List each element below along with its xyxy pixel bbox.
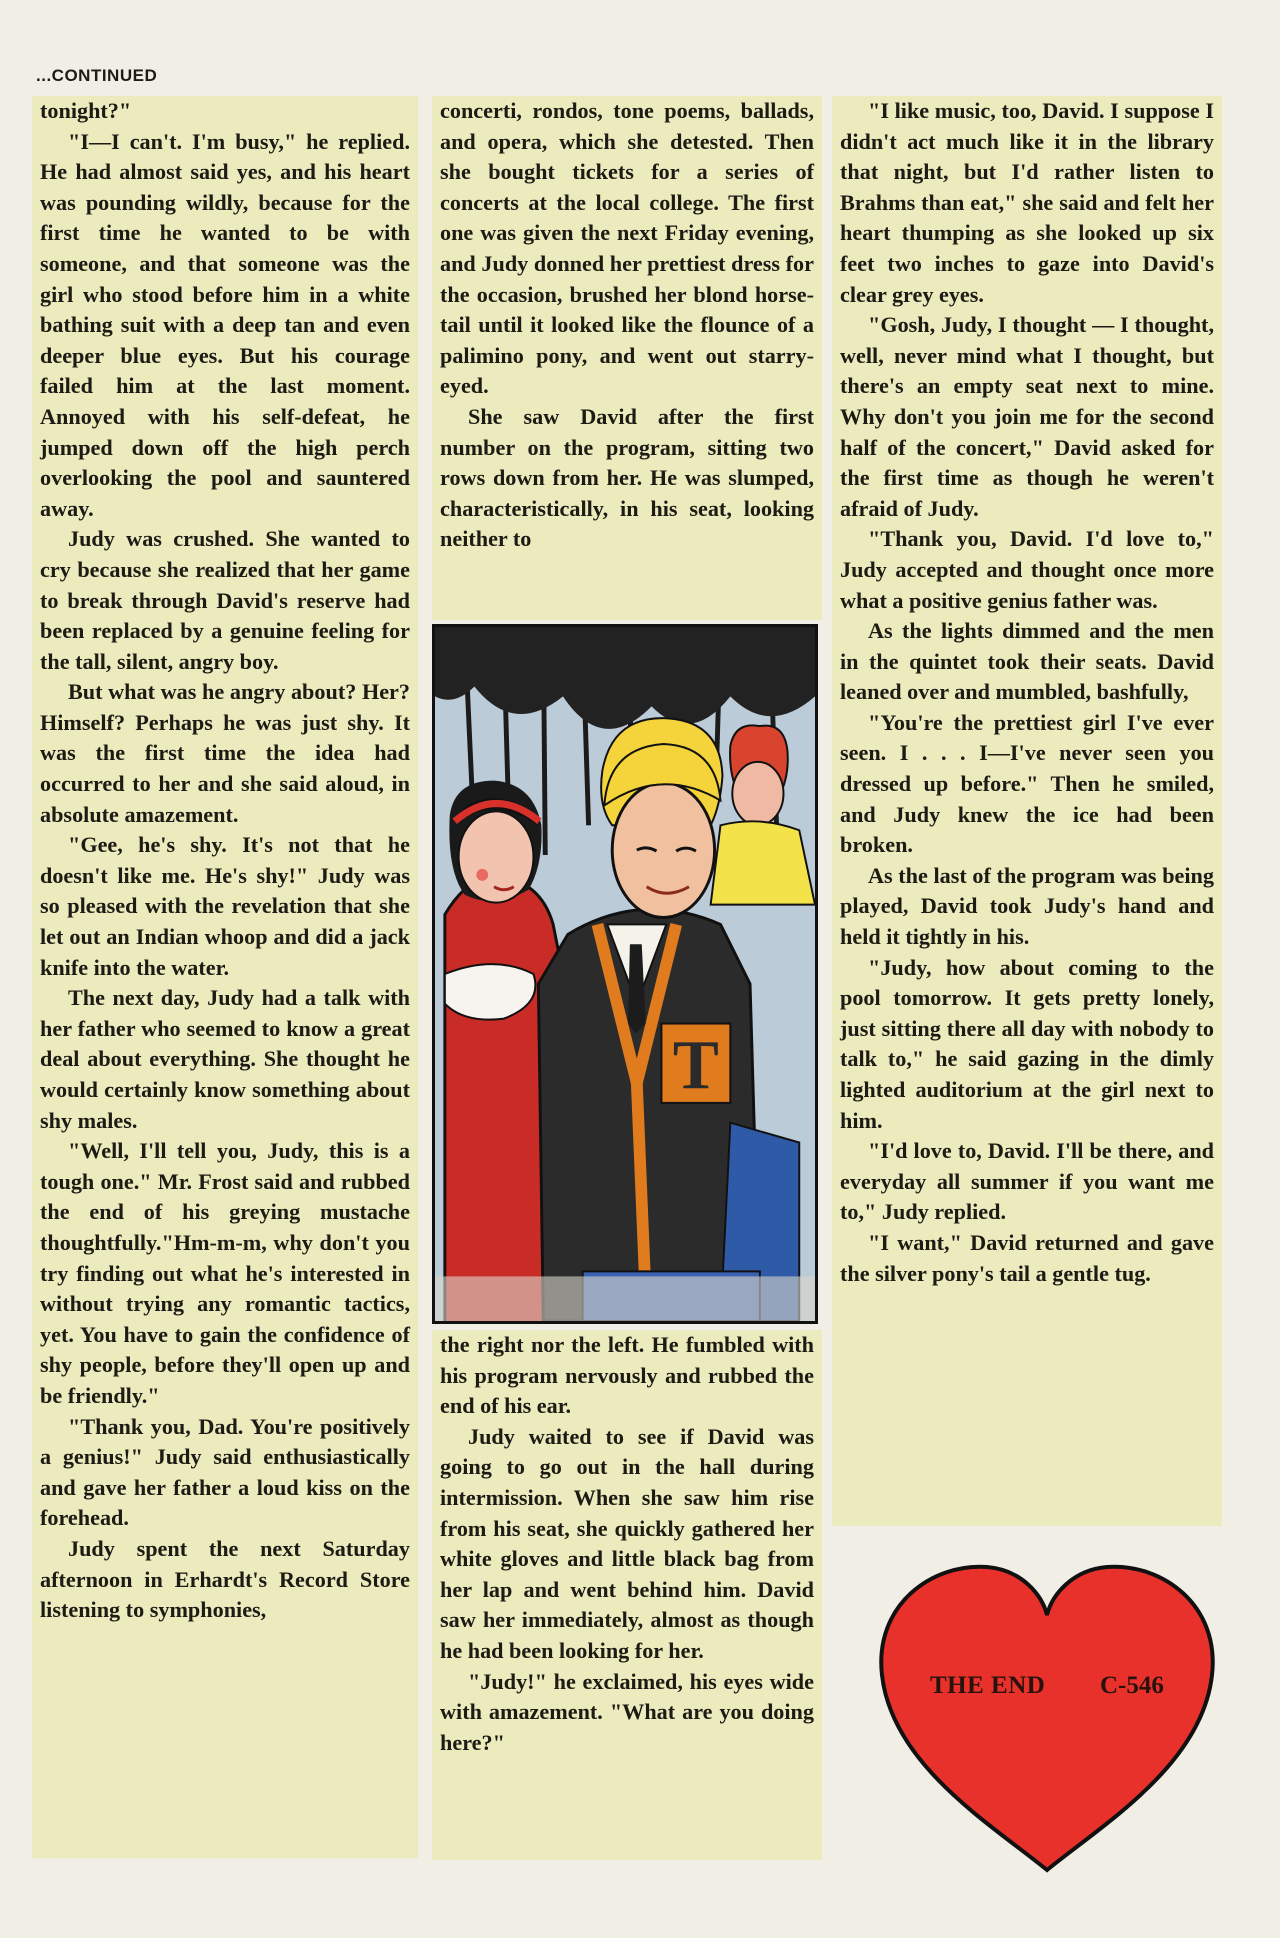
continued-label: ...CONTINUED [36,66,158,85]
paragraph: "Judy!" he exclaimed, his eyes wide with amazement. "What are you doing here?" [440,1668,814,1755]
paragraph: As the lights dimmed and the men in the quintet took their seats. David leaned over and mumbled, bashfully, [840,618,1214,705]
story-column-1 [32,96,418,1858]
paragraph: Judy spent the next Saturday afternoon in Erhardt's Record Store listening to symphonies, [40,1535,410,1623]
paragraph: "Judy, how about coming to the pool tomorrow. It gets pretty lonely, just sitting there all day with nobody to talk to," he said gazing in the dimly lighted auditorium at the girl next to him. [840,954,1214,1133]
story-column-3 [832,96,1222,1526]
paragraph: "Gosh, Judy, I thought — I thought, well, never mind what I thought, but there's an empty seat next to mine. Why don't you join me for the second half of the concert," David asked for the first time as though he weren't afraid of Judy. [840,312,1214,521]
paragraph: She saw David after the first number on the program, sitting two rows down from her. He was slumped, characteristically, in his seat, looking neither to [440,403,814,552]
paragraph: "I'd love to, David. I'll be there, and everyday all summer if you want me to," Judy replied. [840,1138,1214,1225]
paragraph: "I want," David returned and gave the silver pony's tail a gentle tug. [840,1229,1214,1286]
paragraph: "Thank you, David. I'd love to," Judy accepted and thought once more what a positive genius father was. [840,526,1214,613]
paragraph: "Well, I'll tell you, Judy, this is a tough one." Mr. Frost said and rubbed the end of his greying mustache thoughtfully."Hm-m-m, why don't you try finding out what he's interested in without trying any romantic tactics, yet. You have to gain the confidence of shy people, before they'll open up and be friendly." [40,1138,410,1408]
paragraph: Judy was crushed. She wanted to cry because she realized that her game to break through David's reserve had been replaced by a genuine feeling for the tall, silent, angry boy. [40,526,410,674]
paragraph: "You're the prettiest girl I've ever seen. I . . . I—I've never seen you dressed up before." Then he smiled, and Judy knew the ice had been broken. [840,709,1214,858]
story-code-label: C-546 [1100,1672,1164,1699]
paragraph: "I—I can't. I'm busy," he replied. He had almost said yes, and his heart was pounding wildly, because for the first time he wanted to be with someone, and that someone was the girl who stood before him in a white bathing suit with a deep tan and even deeper blue eyes. But his courage failed him at the last moment. Annoyed with his self-defeat, he jumped down off the high perch overlooking the pool and sauntered away. [40,128,410,521]
paragraph: As the last of the program was being played, David took Judy's hand and held it tightly in his. [840,862,1214,950]
story-column-2-top [432,96,822,620]
paragraph: the right nor the left. He fumbled with his program nervously and rubbed the end of his ear. [440,1332,814,1419]
sweater-letter: T [672,1025,719,1104]
paragraph: The next day, Judy had a talk with her father who seemed to know a great deal about everything. She thought he would certainly know something about shy males. [40,985,410,1133]
paragraph: concerti, rondos, tone poems, ballads, and opera, which she detested. Then she bought tickets for a series of concerts at the local college. The first one was given the next Friday evening, and Judy donned her prettiest dress for the occasion, brushed her blond horse-tail until it looked like the flounce of a palimino pony, and went out starry-eyed. [440,98,814,399]
paragraph: "Gee, he's shy. It's not that he doesn't like me. He's shy!" Judy was so pleased with the revelation that she let out an Indian whoop and did a jack knife into the water. [40,832,410,980]
heart-icon [872,1555,1222,1875]
story-column-2-bottom [432,1330,822,1860]
paragraph: "I like music, too, David. I suppose I didn't act much like it in the library that night, but I'd rather listen to Brahms than eat," she said and felt her heart thumping as she looked up six feet two inches to gaze into David's clear grey eyes. [840,98,1214,307]
the-end-label: THE END [930,1672,1046,1699]
paragraph: "Thank you, Dad. You're positively a genius!" Judy said enthusiastically and gave her father a loud kiss on the forehead. [40,1413,410,1531]
paragraph: tonight?" [40,98,132,123]
paragraph: Judy waited to see if David was going to go out in the hall during intermission. When she saw him rise from his seat, she quickly gathered her white gloves and little black bag from her lap and went behind him. David saw her immediately, almost as though he had been looking for her. [440,1423,814,1663]
comic-illustration-panel [432,624,818,1324]
illustration-couple [435,627,815,1321]
paragraph: But what was he angry about? Her? Himself? Perhaps he was just shy. It was the first time the idea had occurred to her and she said aloud, in absolute amazement. [40,679,410,827]
